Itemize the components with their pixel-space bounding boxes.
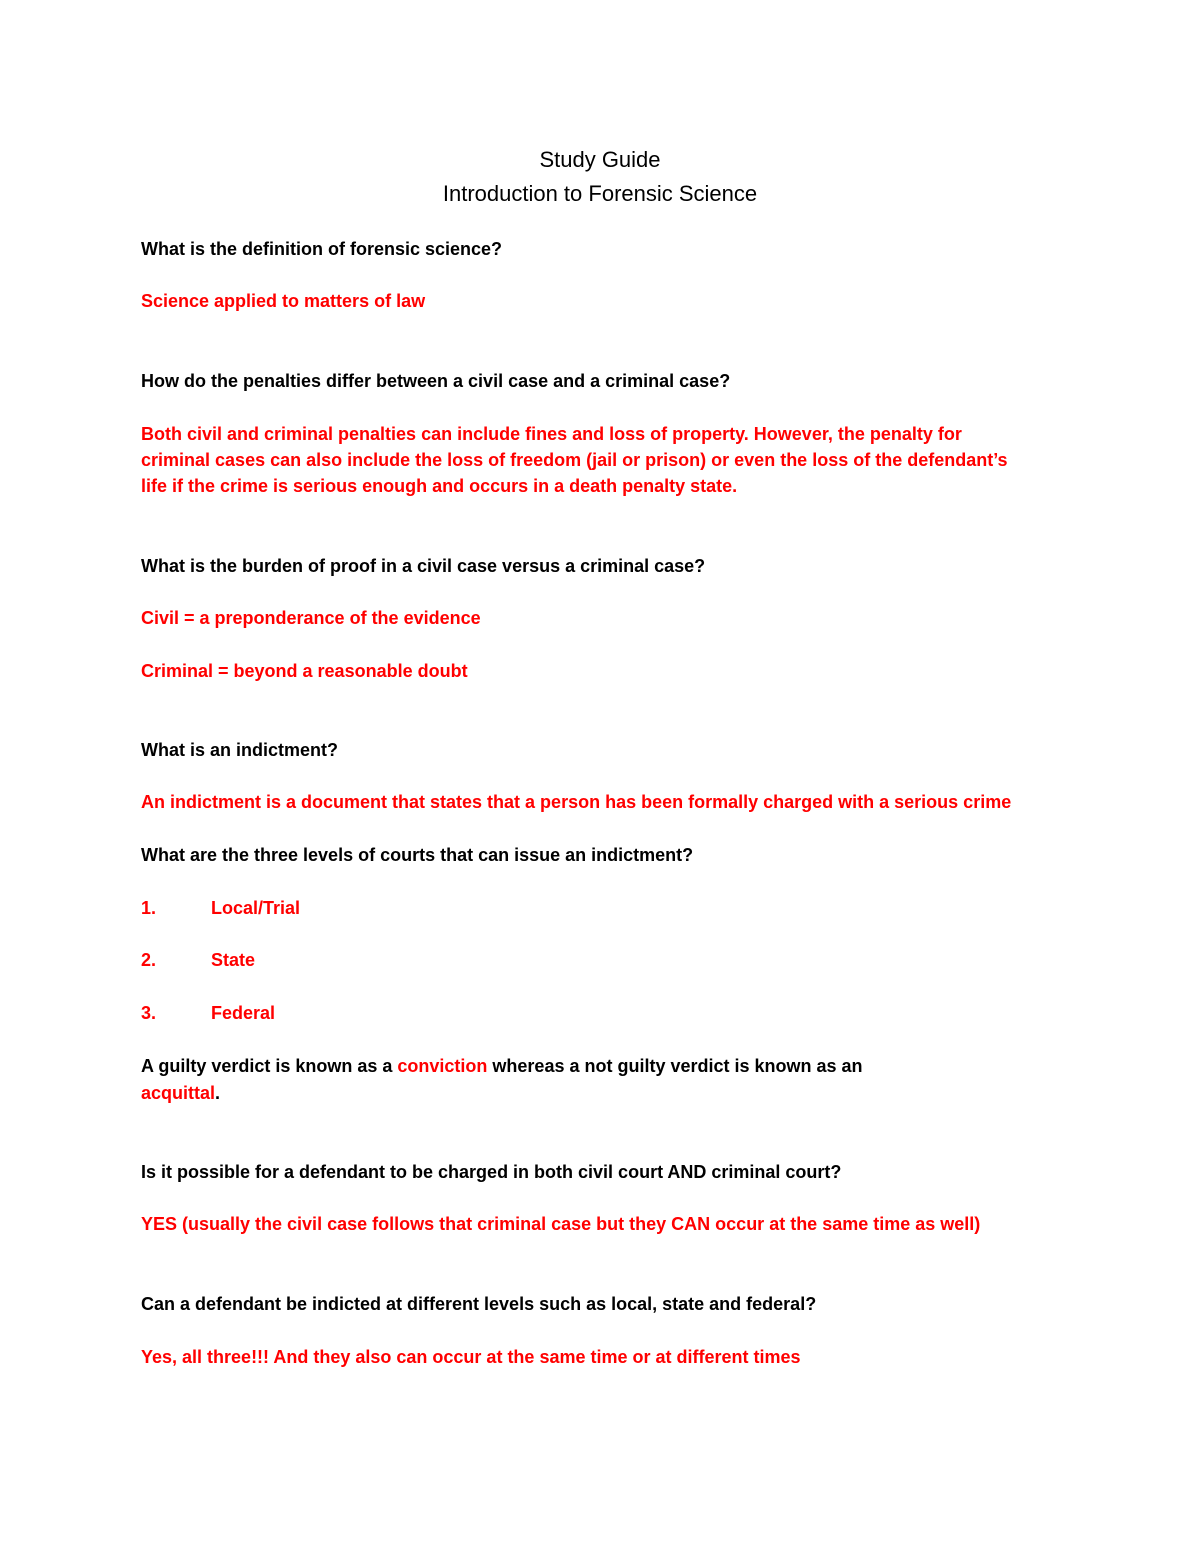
question-both-courts: Is it possible for a defendant to be charged in both civil court AND criminal court? [141, 1162, 842, 1182]
list-item-label: State [211, 950, 256, 970]
list-item [141, 895, 300, 921]
list-item-number: 3. [141, 1003, 157, 1023]
term-acquittal: acquittal [141, 1083, 216, 1103]
question-penalties: How do the penalties differ between a civil case and a criminal case? [141, 371, 731, 391]
document-title: Study Guide [539, 147, 661, 172]
answer-indictment: An indictment is a document that states that a person has been formally charged with a serious crime [141, 792, 1012, 812]
term-conviction: conviction [397, 1056, 488, 1076]
list-item-number: 2. [141, 950, 157, 970]
answer-definition: Science applied to matters of law [141, 291, 426, 311]
list-item [141, 1000, 275, 1026]
answer-civil-burden: Civil = a preponderance of the evidence [141, 608, 481, 628]
list-item-label: Federal [211, 1003, 276, 1023]
answer-criminal-burden: Criminal = beyond a reasonable doubt [141, 661, 468, 681]
answer-both-courts: YES (usually the civil case follows that criminal case but they CAN occur at the same time as well) [141, 1214, 981, 1234]
question-burden-of-proof: What is the burden of proof in a civil case versus a criminal case? [141, 556, 706, 576]
question-definition: What is the definition of forensic science? [141, 239, 503, 259]
verdict-text-part-2: whereas a not guilty verdict is known as an [487, 1056, 863, 1076]
list-item [141, 947, 255, 973]
verdict-text-part-3: . [215, 1083, 221, 1103]
verdict-sentence-continued [141, 1080, 220, 1106]
answer-different-levels: Yes, all three!!! And they also can occur at the same time or at different times [141, 1347, 801, 1367]
list-item-label: Local/Trial [211, 898, 301, 918]
answer-penalties-line-3: life if the crime is serious enough and occurs in a death penalty state. [141, 476, 738, 496]
list-item-number: 1. [141, 898, 157, 918]
answer-penalties-line-1: Both civil and criminal penalties can include fines and loss of property. However, the penalty for [141, 424, 962, 444]
question-different-levels: Can a defendant be indicted at different levels such as local, state and federal? [141, 1294, 817, 1314]
question-indictment: What is an indictment? [141, 740, 339, 760]
verdict-sentence [141, 1053, 863, 1079]
question-court-levels: What are the three levels of courts that can issue an indictment? [141, 845, 694, 865]
verdict-text-part-1: A guilty verdict is known as a [141, 1056, 398, 1076]
document-subtitle: Introduction to Forensic Science [442, 181, 758, 206]
answer-penalties-line-2: criminal cases can also include the loss of freedom (jail or prison) or even the loss of the defendant’s [141, 450, 1008, 470]
